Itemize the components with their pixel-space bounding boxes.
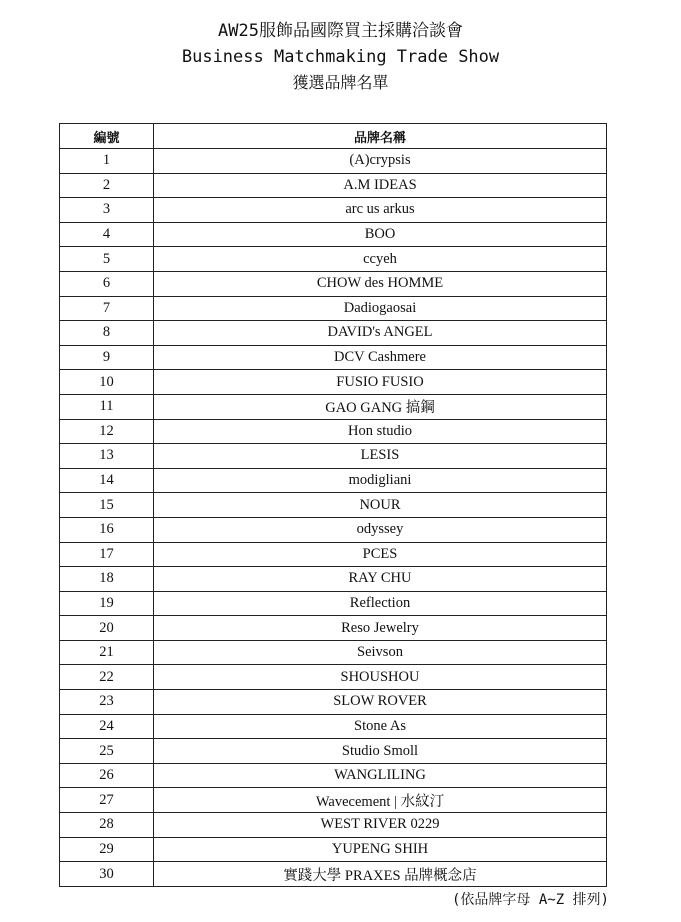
row-number: 13 <box>60 444 154 469</box>
table-row <box>60 690 607 715</box>
row-brand-name: A.M IDEAS <box>154 173 607 198</box>
table-row <box>60 296 607 321</box>
row-brand-name: ccyeh <box>154 247 607 272</box>
subtitle: 獲選品牌名單 <box>292 73 389 92</box>
row-number: 7 <box>60 296 154 321</box>
row-number: 9 <box>60 345 154 370</box>
table-row <box>60 862 607 887</box>
row-brand-name: Wavecement | 水紋汀 <box>154 788 607 813</box>
row-number: 20 <box>60 616 154 641</box>
sort-note: (依品牌字母 A~Z 排列) <box>451 892 609 908</box>
table-row <box>60 271 607 296</box>
row-number: 21 <box>60 640 154 665</box>
table-row <box>60 198 607 223</box>
table-row <box>60 222 607 247</box>
row-brand-name: DCV Cashmere <box>154 345 607 370</box>
table-row <box>60 444 607 469</box>
table-row <box>60 763 607 788</box>
table-row <box>60 173 607 198</box>
row-brand-name: Dadiogaosai <box>154 296 607 321</box>
row-brand-name: SHOUSHOU <box>154 665 607 690</box>
row-brand-name: FUSIO FUSIO <box>154 370 607 395</box>
table-row <box>60 640 607 665</box>
row-brand-name: Reflection <box>154 591 607 616</box>
row-number: 26 <box>60 763 154 788</box>
row-number: 5 <box>60 247 154 272</box>
table-row <box>60 370 607 395</box>
table-row <box>60 542 607 567</box>
row-brand-name: (A)crypsis <box>154 149 607 174</box>
row-number: 12 <box>60 419 154 444</box>
table-body <box>60 149 607 887</box>
column-header-number: 編號 <box>60 124 154 149</box>
row-brand-name: modigliani <box>154 468 607 493</box>
row-number: 22 <box>60 665 154 690</box>
row-brand-name: RAY CHU <box>154 567 607 592</box>
table-row <box>60 493 607 518</box>
table-row <box>60 665 607 690</box>
table-row <box>60 247 607 272</box>
table-row <box>60 591 607 616</box>
table-row <box>60 517 607 542</box>
row-brand-name: arc us arkus <box>154 198 607 223</box>
table-row <box>60 837 607 862</box>
row-number: 27 <box>60 788 154 813</box>
row-brand-name: BOO <box>154 222 607 247</box>
table-row <box>60 468 607 493</box>
table-row <box>60 714 607 739</box>
row-number: 1 <box>60 149 154 174</box>
row-number: 28 <box>60 813 154 838</box>
table-row <box>60 739 607 764</box>
row-brand-name: Reso Jewelry <box>154 616 607 641</box>
row-number: 14 <box>60 468 154 493</box>
table-row <box>60 616 607 641</box>
row-number: 11 <box>60 394 154 419</box>
row-brand-name: WANGLILING <box>154 763 607 788</box>
table-row <box>60 788 607 813</box>
row-brand-name: Hon studio <box>154 419 607 444</box>
table-header-row <box>60 124 607 149</box>
row-brand-name: PCES <box>154 542 607 567</box>
column-header-brand: 品牌名稱 <box>154 124 607 149</box>
row-brand-name: YUPENG SHIH <box>154 837 607 862</box>
title-en: Business Matchmaking Trade Show <box>181 47 500 67</box>
table-row <box>60 419 607 444</box>
row-number: 18 <box>60 567 154 592</box>
row-brand-name: SLOW ROVER <box>154 690 607 715</box>
row-number: 17 <box>60 542 154 567</box>
row-number: 23 <box>60 690 154 715</box>
row-brand-name: CHOW des HOMME <box>154 271 607 296</box>
row-number: 10 <box>60 370 154 395</box>
brand-table <box>59 123 607 887</box>
row-number: 25 <box>60 739 154 764</box>
row-number: 2 <box>60 173 154 198</box>
row-brand-name: 實踐大學 PRAXES 品牌概念店 <box>154 862 607 887</box>
row-brand-name: Stone As <box>154 714 607 739</box>
row-number: 30 <box>60 862 154 887</box>
title-zh: AW25服飾品國際買主採購洽談會 <box>218 21 463 41</box>
row-brand-name: Seivson <box>154 640 607 665</box>
table-row <box>60 394 607 419</box>
row-number: 4 <box>60 222 154 247</box>
row-number: 24 <box>60 714 154 739</box>
row-brand-name: NOUR <box>154 493 607 518</box>
table-row <box>60 149 607 174</box>
row-number: 16 <box>60 517 154 542</box>
row-brand-name: WEST RIVER 0229 <box>154 813 607 838</box>
row-number: 29 <box>60 837 154 862</box>
row-number: 6 <box>60 271 154 296</box>
row-brand-name: Studio Smoll <box>154 739 607 764</box>
row-number: 15 <box>60 493 154 518</box>
row-number: 3 <box>60 198 154 223</box>
table-row <box>60 321 607 346</box>
document-header <box>0 18 681 96</box>
row-brand-name: GAO GANG 搞鋼 <box>154 394 607 419</box>
row-brand-name: odyssey <box>154 517 607 542</box>
row-brand-name: DAVID's ANGEL <box>154 321 607 346</box>
row-brand-name: LESIS <box>154 444 607 469</box>
table-row <box>60 813 607 838</box>
row-number: 19 <box>60 591 154 616</box>
row-number: 8 <box>60 321 154 346</box>
table-row <box>60 345 607 370</box>
table-row <box>60 567 607 592</box>
